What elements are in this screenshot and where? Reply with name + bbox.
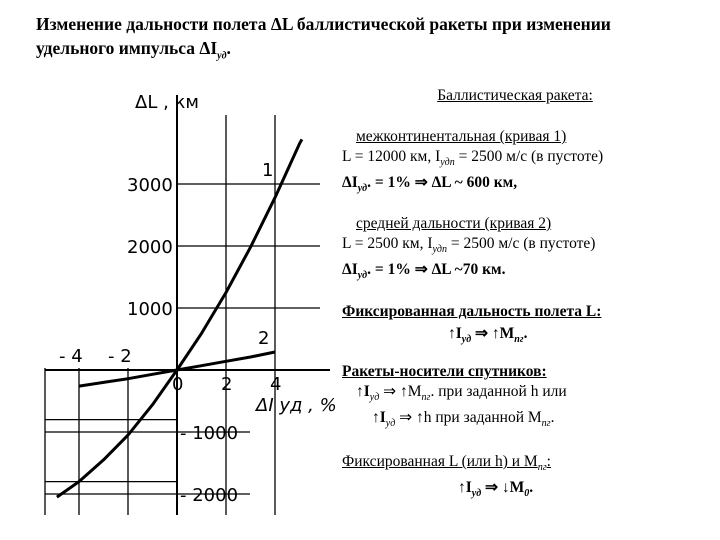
x-tick-label: 2 bbox=[221, 374, 233, 395]
mrbm-name: средней дальности (кривая 2) bbox=[356, 215, 552, 232]
y-tick-label: 1000 bbox=[127, 299, 173, 320]
chart-ticks bbox=[59, 175, 281, 506]
y-tick-label: - 2000 bbox=[180, 485, 239, 506]
mrbm-params: L = 2500 км, $I_{удп} = 2500$ м/с (в пустоте) bbox=[342, 235, 596, 256]
y-tick-label: - 1000 bbox=[180, 423, 239, 444]
title-line-2: удельного импульса $\Delta I_{уд}$. bbox=[36, 38, 231, 62]
fixed-range-rule: $↑I_{уд}$ ⇒ $↑M_{пг}$. bbox=[448, 325, 528, 346]
fixed-both-header: Фиксированная L (или h) и $M_{пг}$: bbox=[342, 453, 551, 474]
x-tick-label: 4 bbox=[270, 374, 282, 395]
fixed-range-block bbox=[342, 302, 601, 350]
mrbm-effect: $\Delta I_{уд}$. = 1% ⇒ ΔL ~70 км. bbox=[342, 261, 506, 282]
title-line-1: Изменение дальности полета ΔL баллистической ракеты при изменении bbox=[36, 14, 611, 34]
mrbm-block bbox=[342, 214, 595, 286]
launchers-rule-2: $↑I_{уд}$ ⇒ ↑h при заданной $M_{пг}$. bbox=[372, 409, 555, 430]
fixed-both-rule: $↑I_{уд}$ ⇒ $↓M_0$. bbox=[458, 479, 534, 500]
x-tick-label: - 4 bbox=[59, 346, 83, 367]
series-label-2: 2 bbox=[258, 328, 270, 349]
chart-grid bbox=[45, 115, 320, 515]
icbm-block bbox=[342, 127, 603, 199]
y-tick-label: 3000 bbox=[127, 175, 173, 196]
fixed-range-header: Фиксированная дальность полета L: bbox=[342, 303, 602, 320]
launchers-rule-1: $↑I_{уд}$ ⇒ $↑M_{пг}$. при заданной h или bbox=[356, 383, 567, 404]
launchers-block bbox=[342, 362, 567, 434]
panel-heading: Баллистическая ракета: bbox=[437, 87, 593, 104]
chart-axes bbox=[45, 95, 330, 515]
icbm-params: L = 12000 км, $I_{удп} = 2500$ м/с (в пустоте) bbox=[342, 148, 604, 169]
y-tick-label: 2000 bbox=[127, 237, 173, 258]
icbm-effect: $\Delta I_{уд}$. = 1% ⇒ ΔL ~ 600 км, bbox=[342, 174, 518, 195]
launchers-header: Ракеты-носители спутников: bbox=[342, 363, 547, 380]
series-label-1: 1 bbox=[262, 160, 274, 181]
x-tick-label: 0 bbox=[172, 374, 184, 395]
y-axis-label: ΔL , км bbox=[135, 92, 199, 113]
fixed-both-block bbox=[342, 452, 551, 504]
x-axis-label: ΔI уд , % bbox=[256, 395, 337, 416]
x-tick-label: - 2 bbox=[108, 346, 132, 367]
icbm-name: межконтинентальная (кривая 1) bbox=[356, 128, 567, 145]
